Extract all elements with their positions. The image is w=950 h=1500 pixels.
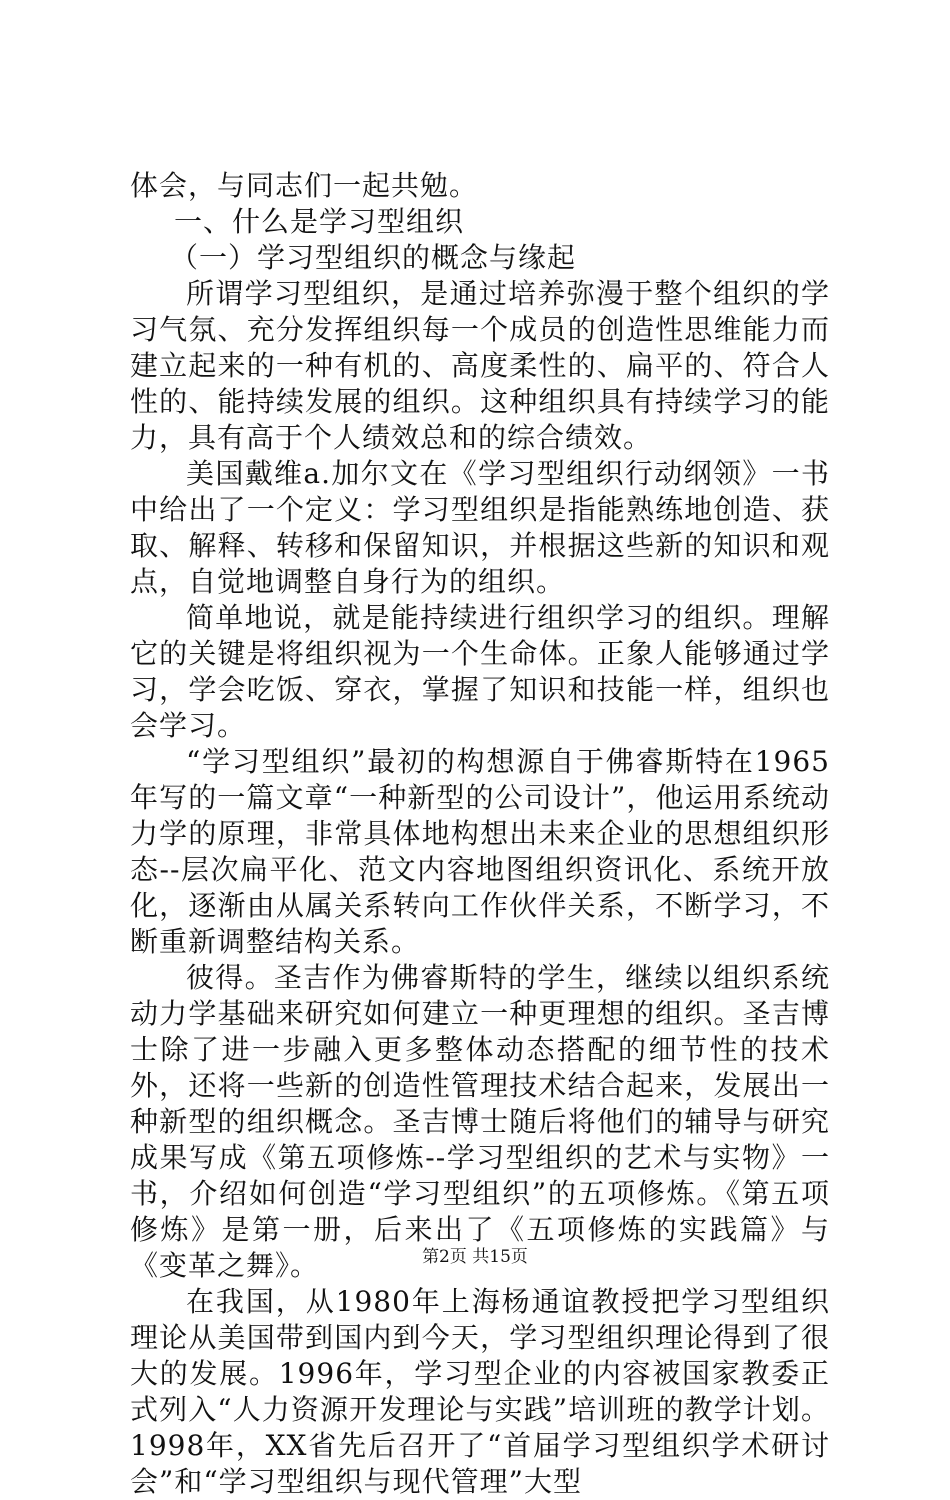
paragraph-simple: 简单地说，就是能持续进行组织学习的组织。理解它的关键是将组织视为一个生命体。正象人能够通过学习，学会吃饭、穿衣，掌握了知识和技能一样，组织也会学习。 (130, 601, 830, 742)
section-heading: 一、什么是学习型组织 (174, 205, 465, 238)
document-body (130, 168, 830, 1500)
paragraph-definition: 所谓学习型组织，是通过培养弥漫于整个组织的学习气氛、充分发挥组织每一个成员的创造性思维能力而建立起来的一种有机的、高度柔性的、扁平的、符合人性的、能持续发展的组织。这种组织具有持续学习的能力，具有高于个人绩效总和的综合绩效。 (130, 277, 830, 454)
paragraph-china: 在我国，从1980年上海杨通谊教授把学习型组织理论从美国带到国内到今天，学习型组织理论得到了很大的发展。1996年，学习型企业的内容被国家教委正式列入“人力资源开发理论与实践”培训班的教学计划。1998年，XX省先后召开了“首届学习型组织学术研讨会”和“学习型组织与现代管理”大型 (130, 1285, 830, 1498)
paragraph-continuation: 体会，与同志们一起共勉。 (130, 169, 479, 202)
paragraph-origin: “学习型组织”最初的构想源自于佛睿斯特在1965年写的一篇文章“一种新型的公司设计”，他运用系统动力学的原理，非常具体地构想出未来企业的思想组织形态--层次扁平化、范文内容地图组织资讯化、系统开放化，逐渐由从属关系转向工作伙伴关系，不断学习，不断重新调整结构关系。 (130, 745, 830, 958)
page-number-footer: 第2页 共15页 (422, 1247, 528, 1267)
paragraph-senge: 彼得。圣吉作为佛睿斯特的学生，继续以组织系统动力学基础来研究如何建立一种更理想的组织。圣吉博士除了进一步融入更多整体动态搭配的细节性的技术外，还将一些新的创造性管理技术结合起来，发展出一种新型的组织概念。圣吉博士随后将他们的辅导与研究成果写成《第五项修炼--学习型组织的艺术与实物》一书，介绍如何创造“学习型组织”的五项修炼。《第五项修炼》是第一册，后来出了《五项修炼的实践篇》与《变革之舞》。 (130, 961, 830, 1282)
paragraph-garvin: 美国戴维a.加尔文在《学习型组织行动纲领》一书中给出了一个定义：学习型组织是指能熟练地创造、获取、解释、转移和保留知识，并根据这些新的知识和观点，自觉地调整自身行为的组织。 (130, 457, 830, 598)
subsection-heading: （一）学习型组织的概念与缘起 (170, 241, 577, 274)
